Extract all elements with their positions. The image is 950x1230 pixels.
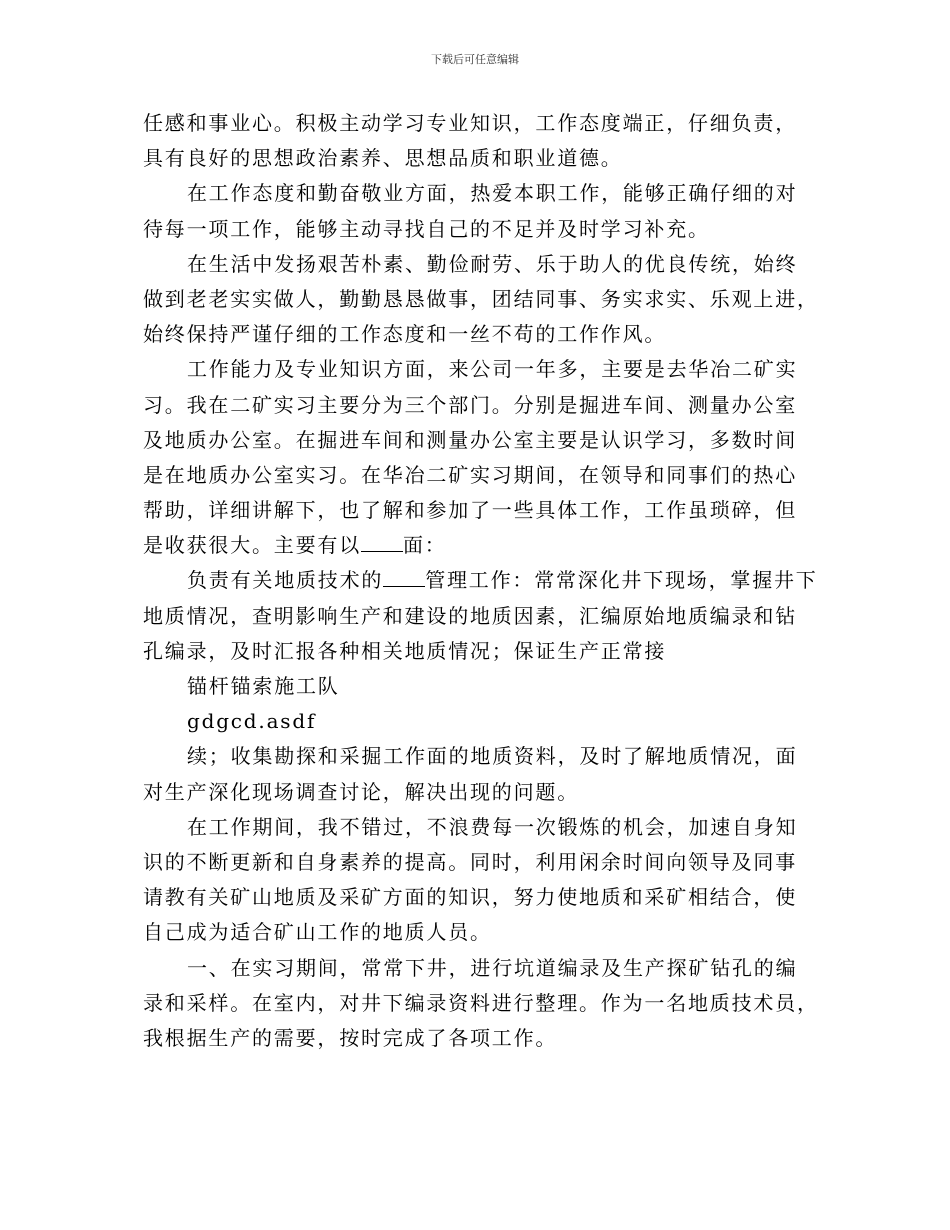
text-line — [143, 528, 823, 563]
text-line — [143, 141, 823, 176]
text-line-content: 及地质办公室。在掘进车间和测量办公室主要是认识学习，多数时间 — [143, 427, 797, 452]
text-line — [143, 845, 823, 880]
text-line-content: 帮助，详细讲解下，也了解和参加了一些具体工作，工作虽琐碎，但 — [143, 498, 797, 523]
text-line-content: 锚杆锚索施工队 — [187, 674, 340, 698]
text-line — [143, 739, 823, 774]
text-line — [143, 669, 823, 704]
text-line — [143, 458, 823, 493]
text-line — [143, 951, 823, 986]
text-line-content: 负责有关地质技术的 — [187, 568, 384, 593]
text-line-content: gdgcd.asdf — [187, 709, 317, 734]
text-line — [143, 212, 823, 247]
text-line-content: 对生产深化现场调查讨论，解决出现的问题。 — [143, 779, 579, 804]
text-line — [143, 106, 823, 141]
text-line-content: 在工作态度和勤奋敬业方面，热爱本职工作，能够正确仔细的对 — [187, 181, 798, 206]
text-line-content: 请教有关矿山地质及采矿方面的知识，努力使地质和采矿相结合，使 — [143, 885, 797, 910]
text-line-content: 孔编录，及时汇报各种相关地质情况；保证生产正常接 — [143, 638, 667, 663]
text-line-content: 录和采样。在室内，对井下编录资料进行整理。作为一名地质技术员， — [143, 990, 819, 1015]
text-line — [143, 563, 823, 598]
text-line — [143, 282, 823, 317]
text-line — [143, 986, 823, 1021]
text-line — [143, 388, 823, 423]
text-line — [143, 880, 823, 915]
text-line-content: 识的不断更新和自身素养的提高。同时，利用闲余时间向领导及同事 — [143, 849, 797, 874]
text-line — [143, 1021, 823, 1056]
text-line — [143, 176, 823, 211]
text-line-content: 是在地质办公室实习。在华冶二矿实习期间，在领导和同事们的热心 — [143, 462, 797, 487]
blank-underline — [361, 533, 403, 552]
text-line-content: 工作能力及专业知识方面，来公司一年多，主要是去华冶二矿实 — [187, 357, 798, 382]
text-line-content: 自己成为适合矿山工作的地质人员。 — [143, 920, 492, 945]
text-line — [143, 634, 823, 669]
text-line-continuation: 面： — [403, 533, 447, 558]
text-line-content: 续；收集勘探和采掘工作面的地质资料，及时了解地质情况，面 — [187, 744, 798, 769]
text-line — [143, 704, 823, 739]
text-line — [143, 599, 823, 634]
text-line-content: 待每一项工作，能够主动寻找自己的不足并及时学习补充。 — [143, 216, 710, 241]
text-line — [143, 317, 823, 352]
text-line-content: 在工作期间，我不错过，不浪费每一次锻炼的机会，加速自身知 — [187, 814, 798, 839]
text-line-content: 地质情况，查明影响生产和建设的地质因素，汇编原始地质编录和钻 — [143, 603, 797, 628]
text-line-content: 始终保持严谨仔细的工作态度和一丝不苟的工作作风。 — [143, 322, 667, 347]
text-line-content: 具有良好的思想政治素养、思想品质和职业道德。 — [143, 146, 623, 171]
text-line — [143, 247, 823, 282]
text-line — [143, 810, 823, 845]
text-line-content: 是收获很大。主要有以 — [143, 533, 361, 558]
document-body — [143, 106, 823, 1056]
text-line-content: 我根据生产的需要，按时完成了各项工作。 — [143, 1025, 558, 1050]
text-line — [143, 352, 823, 387]
text-line-content: 一、在实习期间，常常下井，进行坑道编录及生产探矿钻孔的编 — [187, 955, 798, 980]
text-line-content: 做到老老实实做人，勤勤恳恳做事，团结同事、务实求实、乐观上进， — [143, 286, 819, 311]
text-line-continuation: 管理工作：常常深化井下现场，掌握井下 — [425, 568, 818, 593]
text-line-content: 任感和事业心。积极主动学习专业知识，工作态度端正，仔细负责， — [143, 111, 797, 135]
text-line — [143, 423, 823, 458]
text-line-content: 在生活中发扬艰苦朴素、勤俭耐劳、乐于助人的优良传统，始终 — [187, 251, 798, 276]
text-line — [143, 775, 823, 810]
text-line-content: 习。我在二矿实习主要分为三个部门。分别是掘进车间、测量办公室 — [143, 392, 797, 417]
blank-underline — [383, 568, 425, 587]
text-line — [143, 493, 823, 528]
page-header: 下载后可任意编辑 — [431, 53, 519, 66]
text-line — [143, 915, 823, 950]
